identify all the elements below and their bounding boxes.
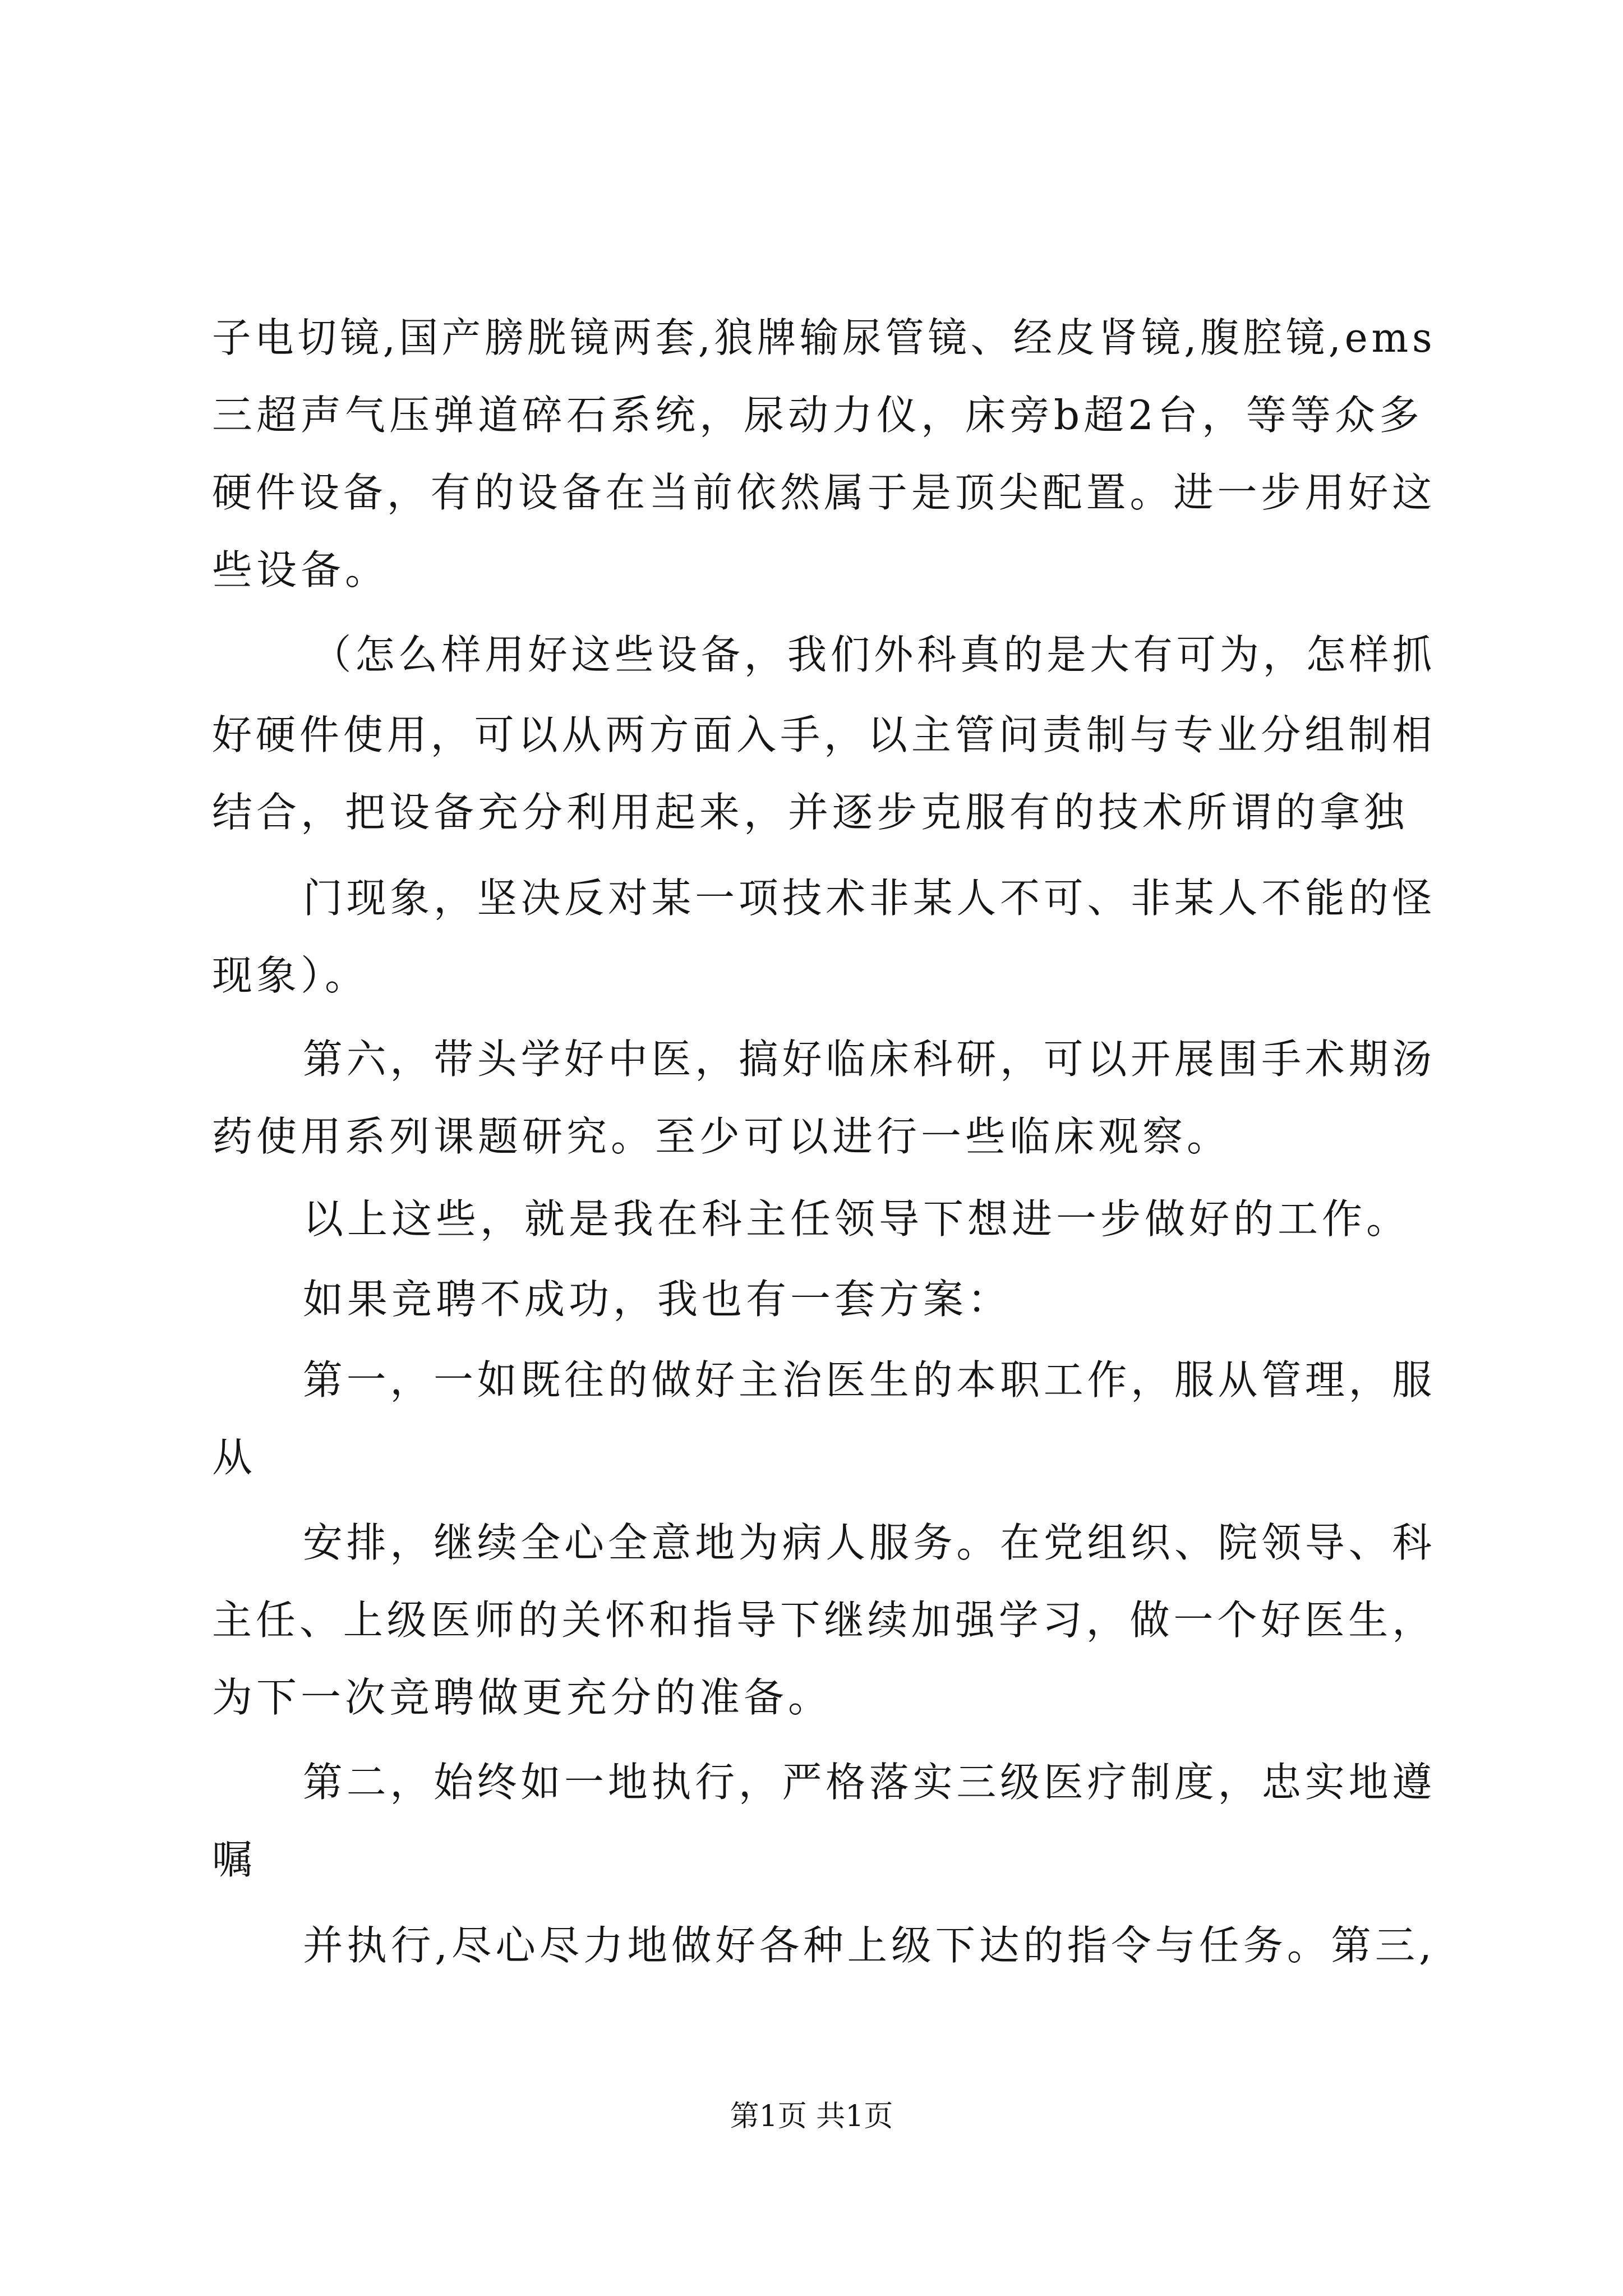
text-line: 安排，继续全心全意地为病人服务。在党组织、院领导、科 bbox=[303, 1519, 1436, 1566]
text-line: 硬件设备，有的设备在当前依然属于是顶尖配置。进一步用好这 bbox=[212, 469, 1436, 516]
text-line: 并执行,尽心尽力地做好各种上级下达的指令与任务。第三, bbox=[303, 1922, 1436, 1969]
text-line: 嘱 bbox=[212, 1836, 257, 1883]
text-line: 如果竞聘不成功，我也有一套方案： bbox=[303, 1276, 1012, 1323]
text-line: 第二，始终如一地执行，严格落实三级医疗制度，忠实地遵 bbox=[303, 1759, 1436, 1806]
text-line: 三超声气压弹道碎石系统，尿动力仪，床旁b超2台，等等众多 bbox=[212, 392, 1423, 439]
text-line: 门现象，坚决反对某一项技术非某人不可、非某人不能的怪 bbox=[303, 875, 1436, 922]
text-line: 药使用系列课题研究。至少可以进行一些临床观察。 bbox=[212, 1113, 1232, 1160]
text-line: 从 bbox=[212, 1434, 257, 1481]
text-line: 现象）。 bbox=[212, 952, 370, 999]
text-line: 第一，一如既往的做好主治医生的本职工作，服从管理，服 bbox=[303, 1356, 1436, 1404]
text-line: 以上这些，就是我在科主任领导下想进一步做好的工作。 bbox=[303, 1195, 1411, 1243]
text-line: 结合，把设备充分利用起来，并逐步克服有的技术所谓的拿独 bbox=[212, 789, 1409, 836]
text-line: 子电切镜,国产膀胱镜两套,狼牌输尿管镜、经皮肾镜,腹腔镜,ems bbox=[212, 314, 1436, 361]
text-line: 第六，带头学好中医，搞好临床科研，可以开展围手术期汤 bbox=[303, 1036, 1436, 1083]
text-line: （怎么样用好这些设备，我们外科真的是大有可为，怎样抓 bbox=[312, 631, 1436, 678]
text-line: 主任、上级医师的关怀和指导下继续加强学习，做一个好医生， bbox=[212, 1596, 1436, 1644]
page-footer: 第1页 共1页 bbox=[730, 2100, 893, 2133]
text-line: 好硬件使用，可以从两方面入手，以主管问责制与专业分组制相 bbox=[212, 711, 1436, 758]
text-line: 些设备。 bbox=[212, 546, 390, 593]
text-line: 为下一次竞聘做更充分的准备。 bbox=[212, 1674, 833, 1721]
